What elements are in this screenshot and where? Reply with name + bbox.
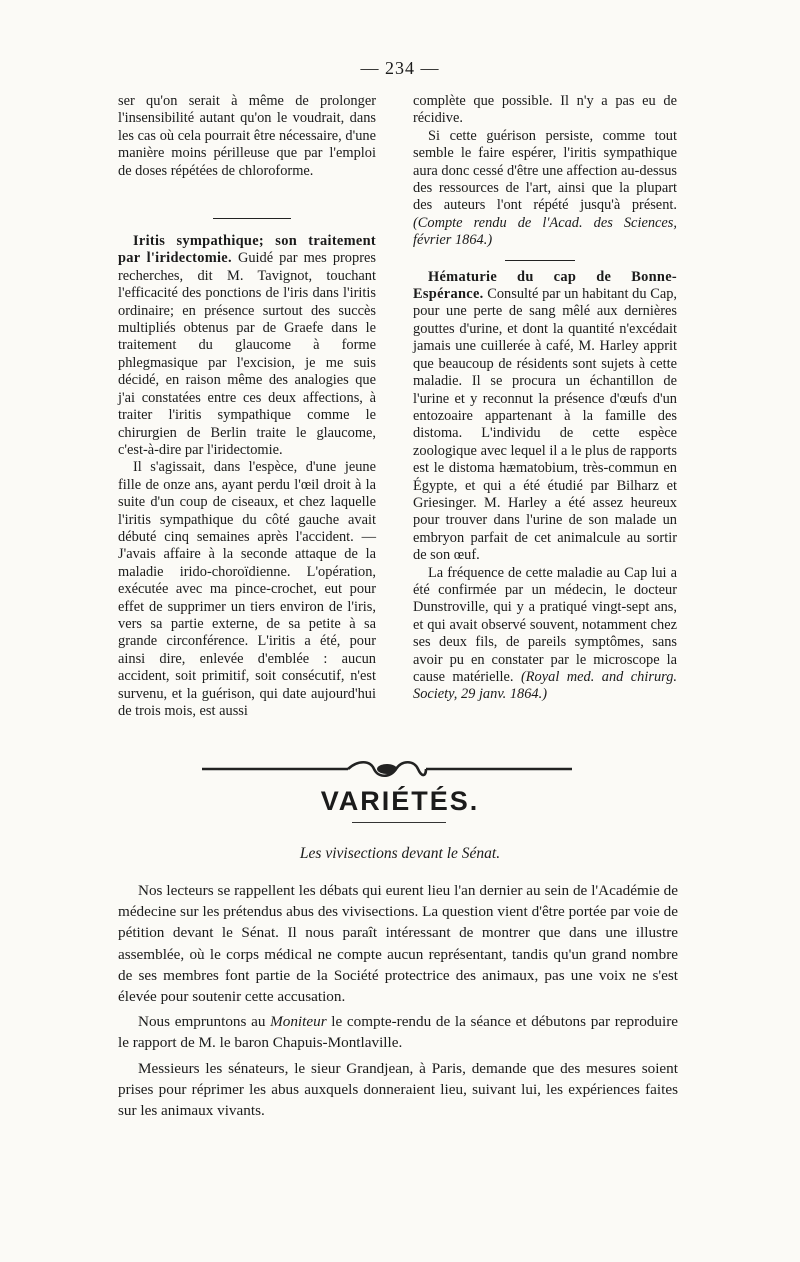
- citation-academie: (Compte rendu de l'Acad. des Sciences, février 1864.): [413, 214, 677, 249]
- left-paragraph-3: Il s'agissait, dans l'espèce, d'une jeune fille de onze ans, ayant perdu l'œil droit à la suite d'un coup de ciseaux, et chez laquelle l'iritis sympathique du côté gauche avait débuté cinq semaines après l'accident. — J'avais affaire à la seconde attaque de la maladie irido-choroïdienne. L'opération, exécutée avec ma pince-crochet, eut pour effet de supprimer un tiers environ de l'iris, vers sa partie externe, de sa petite à sa grande circonférence. L'iritis a été, pour ainsi dire, enlevée d'emblée : aucun accident, soit primitif, soit consécutif, n'est survenu, et la guérison, qui date aujourd'hui de trois mois, est aussi: [118, 459, 376, 719]
- page-number: — 234 —: [360, 58, 440, 78]
- title-underline: [352, 822, 446, 823]
- varietes-paragraph-1: Nos lecteurs se rappellent les débats qui eurent lieu l'an dernier au sein de l'Académie de médecine sur les prétendus abus des vivisections. La question vient d'être portée par voie de pétition devant le Sénat. Il nous paraît intéressant de montrer que dans une illustre assemblée, où le corps médical ne compte aucun représentant, tandis qu'un grand nombre de ses membres font partie de la Société protectrice des animaux, pas une voix ne s'est élevée pour soutenir cette accusation.: [118, 882, 678, 1006]
- article-title: Les vivisections devant le Sénat.: [299, 845, 501, 862]
- section-divider: [213, 218, 291, 219]
- hematuria-heading: Hématurie du cap de Bonne-Espérance.: [413, 268, 677, 303]
- right-paragraph-2-text: Si cette guérison persiste, comme tout semble le faire espérer, l'iritis sympathique aura donc cessé d'être une affection au-dessus des ressources de l'art, ainsi que la plupart des auteurs l'ont répété jusqu'à présent.: [413, 127, 677, 214]
- varietes-body: [118, 880, 678, 1125]
- right-paragraph-4: [413, 565, 677, 704]
- right-paragraph-2: [413, 128, 677, 250]
- varietes-paragraph-3: Messieurs les sénateurs, le sieur Grandjean, à Paris, demande que des mesures soient prises pour réprimer les abus auxquels donneraient lieu, suivant lui, les expériences faites sur les animaux vivants.: [118, 1059, 678, 1120]
- right-column: [413, 93, 677, 704]
- ornamental-divider: [198, 756, 576, 782]
- varietes-paragraph-2-start: Nous empruntons au: [138, 1013, 266, 1031]
- left-article: [118, 233, 376, 459]
- moniteur-title: Moniteur: [270, 1013, 327, 1031]
- iritis-heading: Iritis sympathique; son traitement par l'iridectomie.: [118, 233, 376, 267]
- hematuria-article: [413, 269, 677, 565]
- right-paragraph-3: Consulté par un habitant du Cap, pour une perte de sang mêlé aux dernières gouttes d'urine, et dont la quantité n'excédait jamais une cuillerée à café, M. Harley apprit que beaucoup de résidents sont sujets à cette maladie. Il se procura un échantillon de l'urine et y reconnut la présence d'œufs d'un entozoaire appartenant à la famille des distoma. L'individu de cette espèce zoologique avec lequel il a le plus de rapports est le distoma hæmatobium, très-commun en Égypte, et qui a été étudié par Bilharz et Griesinger. M. Harley a été assez heureux pour trouver dans l'urine de son malade un embryon parfait de cet animalcule au sortir de son œuf.: [413, 286, 677, 564]
- varietes-paragraph-2: [118, 1011, 678, 1053]
- left-paragraph-1: ser qu'on serait à même de prolonger l'insensibilité autant qu'on le voudrait, dans les cas où cela pourrait être nécessaire, d'une manière moins périlleuse que par l'emploi de doses répétées de chloroforme.: [118, 93, 376, 179]
- section-divider: [505, 260, 575, 261]
- section-title: VARIÉTÉS.: [320, 786, 480, 816]
- citation-royal-society: (Royal med. and chirurg. Society, 29 janv. 1864.): [413, 669, 677, 703]
- left-paragraph-2: Guidé par mes propres recherches, dit M. Tavignot, touchant l'efficacité des ponctions de l'iris dans l'iritis ordinaire; en présence surtout des succès multipliés obtenus par de Graefe dans le traitement du glaucome à forme phlegmasique par l'excision, je me suis décidé, en raison même des analogies que j'ai constatées entre ces deux affections, à traiter l'iritis sympathique comme le chirurgien de Berlin traite le glaucome, c'est-à-dire par l'iridectomie.: [118, 250, 376, 458]
- varietes-paragraph-2-end: le compte-rendu de la séance et débutons par reproduire le rapport de M. le baron Chapuis-Montlaville.: [118, 1013, 678, 1052]
- left-column: [118, 93, 376, 720]
- right-paragraph-4-text: La fréquence de cette maladie au Cap lui a été confirmée par un médecin, le docteur Dunstroville, qui y a pratiqué vingt-sept ans, et qui avait observé souvent, notamment chez ses deux fils, de pareils symptômes, sans avoir pu en constater par le microscope la cause matérielle.: [413, 564, 677, 685]
- right-paragraph-1: complète que possible. Il n'y a pas eu de récidive.: [413, 93, 677, 127]
